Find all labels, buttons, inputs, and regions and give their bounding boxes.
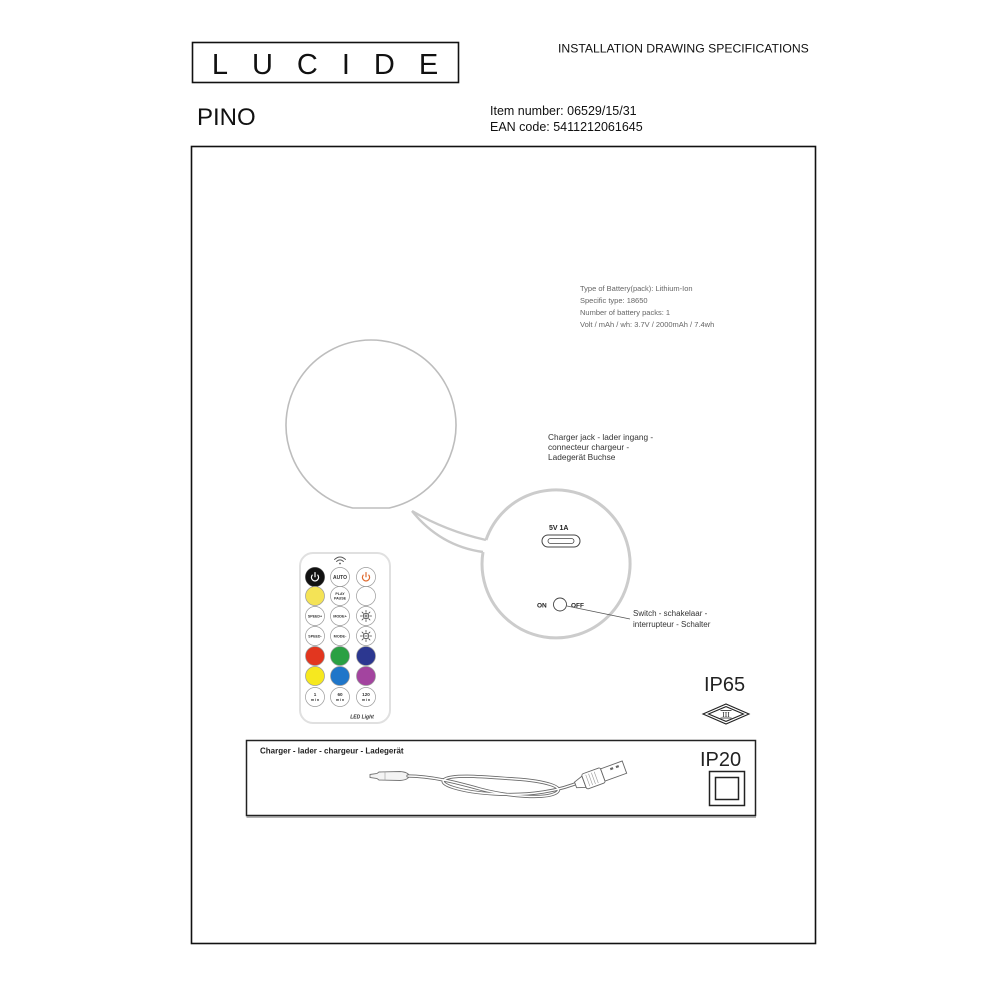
timer-button-60 — [331, 688, 350, 707]
mode-up-label: MODE+ — [333, 614, 347, 619]
charger-jack-label-line: Charger jack - lader ingang - — [548, 432, 654, 442]
detail-callout-tail — [412, 511, 486, 552]
lamp-base-detail-circle — [482, 490, 630, 638]
lamp-ip-rating: IP65 — [704, 674, 746, 696]
play-pause-button — [331, 587, 350, 606]
usb-plug — [573, 760, 627, 793]
timer-value: 1 — [313, 691, 317, 697]
remote-control — [300, 553, 390, 723]
speed-up-label: SPEED+ — [307, 614, 323, 619]
timer-unit: min — [361, 698, 371, 702]
lamp-globe — [286, 340, 456, 508]
brand-logo: LUCIDE — [211, 49, 463, 81]
charger-port — [542, 535, 580, 547]
power-switch — [554, 598, 567, 611]
switch-label-line: interrupteur - Schalter — [633, 620, 711, 629]
pause-label: PAUSE — [333, 596, 347, 601]
power-on-button — [306, 568, 325, 587]
charger-cable — [408, 776, 582, 796]
battery-rating: Volt / mAh / wh: 3.7V / 2000mAh / 7.4wh — [580, 320, 715, 329]
item-number: Item number: 06529/15/31 — [490, 104, 637, 118]
blue-color-button — [331, 667, 350, 686]
timer-unit: min — [335, 698, 345, 702]
dark-blue-color-button — [357, 647, 376, 666]
speed-down-button — [306, 627, 325, 646]
mode-up-button — [331, 607, 350, 626]
protection-class-label: III — [722, 710, 730, 719]
timer-value: 120 — [362, 691, 370, 697]
switch-label-line: Switch - schakelaar - — [633, 609, 708, 618]
charger-jack-label-line: Ladegerät Buchse — [548, 452, 616, 462]
double-insulation-icon — [710, 772, 745, 806]
battery-specs — [580, 284, 714, 329]
remote-brand-text: LED Light — [350, 714, 374, 721]
power-off-button — [357, 568, 376, 587]
switch-off-label: OFF — [571, 602, 584, 610]
battery-pack-count: Number of battery packs: 1 — [580, 308, 671, 317]
charger-label: Charger - lader - chargeur - Ladegerät — [260, 746, 404, 756]
timer-button-face — [357, 688, 376, 707]
product-name: PINO — [197, 104, 256, 131]
auto-button-label: AUTO — [332, 574, 348, 581]
timer-button-1 — [306, 688, 325, 707]
battery-type: Type of Battery(pack): Lithium-Ion — [580, 284, 693, 293]
header — [193, 42, 809, 135]
yellow-color-button — [306, 667, 325, 686]
auto-button — [331, 568, 350, 587]
charger-jack-label — [548, 432, 653, 462]
warm-white-button — [306, 587, 325, 606]
white-button — [357, 587, 376, 606]
barrel-plug — [370, 772, 410, 781]
speed-down-label: SPEED- — [308, 634, 322, 639]
charger-jack-label-line: connecteur chargeur - — [548, 442, 630, 452]
brightness-up-button — [357, 607, 376, 626]
lamp-ratings — [703, 674, 749, 724]
charger-ip-rating: IP20 — [700, 749, 742, 771]
brightness-up-icon — [360, 610, 371, 621]
battery-specific-type: Specific type: 18650 — [580, 296, 648, 305]
switch-on-label: ON — [537, 602, 547, 610]
document-title: INSTALLATION DRAWING SPECIFICATIONS — [558, 41, 809, 56]
play-label: PLAY — [335, 592, 345, 597]
brightness-down-button — [357, 627, 376, 646]
timer-value: 60 — [337, 691, 343, 697]
mode-down-button — [331, 627, 350, 646]
switch-label — [633, 609, 711, 629]
purple-color-button — [357, 667, 376, 686]
timer-button-face — [331, 688, 350, 707]
port-rating: 5V 1A — [549, 525, 569, 532]
mode-down-label: MODE- — [333, 634, 347, 639]
timer-button-face — [306, 688, 325, 707]
green-color-button — [331, 647, 350, 666]
speed-up-button — [306, 607, 325, 626]
timer-button-120 — [357, 688, 376, 707]
charger-section — [247, 741, 757, 818]
ean-code: EAN code: 5411212061645 — [490, 120, 643, 134]
timer-unit: min — [310, 698, 320, 702]
red-color-button — [306, 647, 325, 666]
brightness-down-icon — [360, 630, 371, 641]
